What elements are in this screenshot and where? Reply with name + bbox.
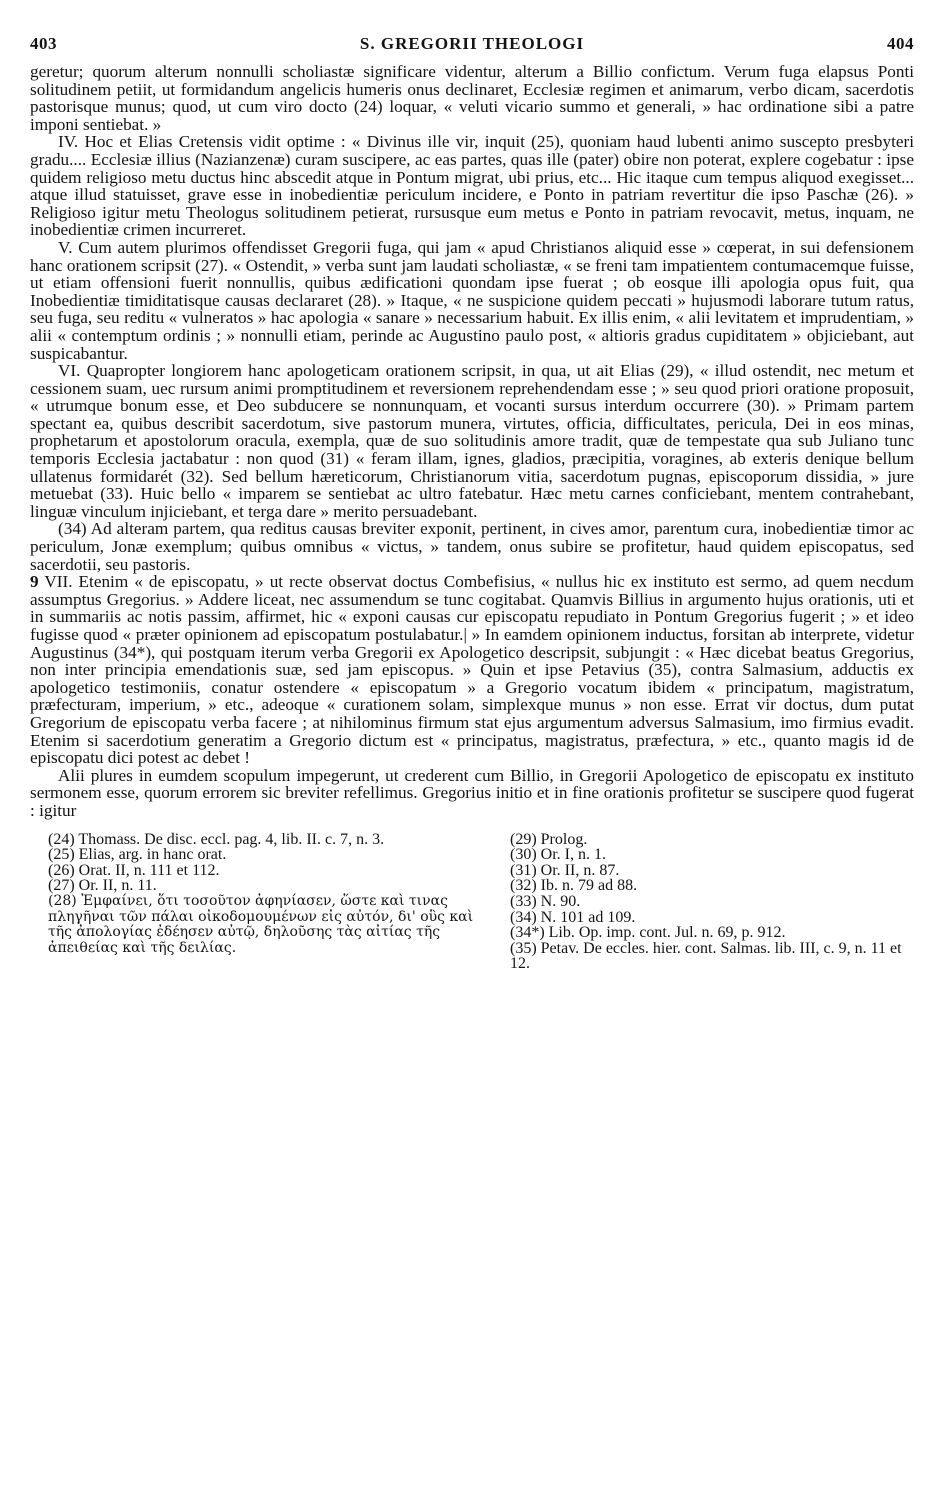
footnote-28: (28) Ἐμφαίνει, ὅτι τοσοῦτον ἀφηνίασεν, ὥστε καὶ τινας πληγῆναι τῶν πάλαι οἰκοδομουμένων εἰς αὐτόν, δι' οὓς καὶ τῆς ἀπολογίας ἐδέησεν αὐτῷ, δηλοῦσης τὰς αἰτίας τῆς ἀπειθείας καὶ τῆς δειλίας. <box>48 892 474 956</box>
footnote-29: (29) Prolog. <box>510 830 588 848</box>
footnotes <box>30 832 914 972</box>
footnote-31: (31) Or. II, n. 87. <box>510 861 620 879</box>
running-head <box>30 34 914 54</box>
running-title: S. GREGORII THEOLOGI <box>359 34 585 53</box>
footnote-30: (30) Or. I, n. 1. <box>510 846 606 864</box>
paragraph-section-iv: IV. Hoc et Elias Cretensis vidit optime : « Divinus ille vir, inquit (25), quoniam haud lubenti animo suscepto presbyteri gradu.... Ecclesiæ illius (Nazianzenæ) curam suscipere, ac eas partes, quas ille (pater) obire non poterat, explere cogebatur : ipse quidem religioso metu ductus hinc abscedit atque in Pontum migrat, ubi prius, etc... Hic itaque cum tempus aliquod exegisset... atque illud statuisset, grave esse in inobedientiæ periculum incidere, e Ponto in patriam revertitur die ipso Paschæ (26). » Religioso igitur metu Theologus solitudinem petierat, rursusque eum metus e Ponto in patriam revocavit, metus, inquam, ne inobedientiæ crimen incurreret. <box>30 132 914 240</box>
footnote-27: (27) Or. II, n. 11. <box>48 877 157 895</box>
paragraph-section-vi-continued: (34) Ad alteram partem, qua reditus causas breviter exponit, pertinent, in cives amor, parentum cura, inobedientiæ timor ac periculum, Jonæ exemplum; quibus omnibus « victus, » tandem, onus subire se profitetur, haud quidem episcopatus, sed sacerdotii, seu pastoris. <box>30 519 914 574</box>
footnote-32: (32) Ib. n. 79 ad 88. <box>510 877 638 895</box>
margin-marker: 9 <box>30 572 39 592</box>
main-text <box>30 63 914 820</box>
paragraph-section-vi: VI. Quapropter longiorem hanc apologeticam orationem scripsit, in qua, ut ait Elias (29), « illud ostendit, nec metum et cessionem suam, uec rursum animi promptitudinem et reversionem reprehendendam esse ; » seu quod priori oratione proposuit, « utrumque bonum esse, et Deo subducere se nonnunquam, et vocanti sursus interdum occurrere (30). » Primam partem spectant ea, quibus describit sacerdotum, sive pastorum munera, virtutes, officia, difficultates, pericula, Dei in eos minas, prophetarum et apostolorum oracula, exempla, quæ de suo solitudinis amore tradit, quæ de tempestate qua sub Juliano tunc temporis Ecclesia jactabatur : non quod (31) « feram illam, ignes, gladios, præcipitia, voragines, ab exteris denique bellum ullatenus formidarét (32). Sed bellum hæreticorum, Christianorum vitia, sacerdotum pugnas, episcoporum dissidia, » jure metuebat (33). Huic bello « imparem se sentiebat ac ultro fatebatur. Hæc metu carnes conficiebant, mentem contrahebant, linguæ vinculum injiciebant, et terga dare » merito persuadebant. <box>30 361 914 521</box>
paragraph-section-v: V. Cum autem plurimos offendisset Gregorii fuga, qui jam « apud Christianos aliquid esse » cœperat, in sui defensionem hanc orationem scripsit (27). « Ostendit, » verba sunt jam laudati scholiastæ, « se freni tam impatientem contumacemque fuisse, ut etiam offensioni fuerit nonnullis, quibus ædificationi quondam ipse fuerat ; ob eosque illi apologia opus fuit, qua Inobedientiæ timiditatisque causas declararet (28). » Itaque, « ne suspicione quidem peccati » hujusmodi laborare tutum ratus, seu fuga, seu reditu « vulneratos » hac apologia « sanare » necessarium habuit. Ex illis enim, « alii levitatem et imprudentiam, » alii « contemptum ordinis ; » nonnulli etiam, perinde ac Augustino paulo post, « altioris gradus cupiditatem » objiciebant, aut suspicabantur. <box>30 237 914 363</box>
paragraph-section-vii-text: VII. Etenim « de episcopatu, » ut recte observat doctus Combefisius, « nullus hic ex instituto est sermo, ad quem necdum assumptus Gregorius. » Addere liceat, nec assumendum se tunc cogitabat. Quamvis Billius in argumento hujus orationis, uti et in summariis ac notis passim, affirmet, hic « exponi causas cur episcopatu repudiato in Pontum Gregorius fugerit ; » et ideo fugisse quod « præter opinionem ad episcopatum postulabatur.| » In eamdem opinionem inductus, forsitan ab interprete, videtur Augustinus (34*), qui postquam iterum verba Gregorii ex Apologetico descripsit, subjungit : « Hæc dicebat beatus Gregorius, non inter principia emendationis suæ, sed jam episcopus. » Quin et ipse Petavius (35), contra Salmasium, adductis ex apologetico testimoniis, conatur ostendere « episcopatum » a Gregorio vocatum ibidem « principatum, magistratum, præfecturam, imperium, » etc., adeoque « curationem solam, simplexque munus » non esse. Errat vir doctus, dum putat Gregorium de episcopatu verba facere ; at nihilominus firmum stat ejus argumentum adversus Salmasium, imo firmius evadit. Etenim si sacerdotium generatim a Gregorio dictum est « principatus, magistratus, præfectura, » etc., quanto magis id de episcopatu dici potest ac debet ! <box>30 572 914 768</box>
paragraph-section-vii <box>30 573 914 767</box>
footnote-26: (26) Orat. II, n. 111 et 112. <box>48 861 220 879</box>
page-number-right: 404 <box>887 34 914 53</box>
footnote-34-star: (34*) Lib. Op. imp. cont. Jul. n. 69, p. 912. <box>510 924 786 942</box>
footnote-24: (24) Thomass. De disc. eccl. pag. 4, lib. II. c. 7, n. 3. <box>48 830 385 848</box>
footnote-25: (25) Elias, arg. in hanc orat. <box>48 846 227 864</box>
footnote-33: (33) N. 90. <box>510 892 581 910</box>
footnotes-left-column <box>30 832 500 972</box>
paragraph-alii-plures: Alii plures in eumdem scopulum impegerunt, ut crederent cum Billio, in Gregorii Apologetico de episcopatu ex instituto sermonem esse, quorum errorem sic breviter refellimus. Gregorius initio et in fine orationis profitetur se suscipere quod fugerat : igitur <box>30 765 914 820</box>
footnote-34: (34) N. 101 ad 109. <box>510 908 636 926</box>
paragraph-continuation: geretur; quorum alterum nonnulli scholiastæ significare videntur, alterum a Billio confictum. Verum fuga elapsus Ponti solitudinem petiit, ut formidandum angelicis humeris onus declinaret, Ecclesiæ regimen et animarum, verbo dicam, sacerdotis pastorisque munus; quod, ut cum viro docto (24) loquar, « veluti vicario summo et generali, » hac ordinatione sibi a patre imponi sentiebat. » <box>30 62 914 134</box>
footnote-35: (35) Petav. De eccles. hier. cont. Salmas. lib. III, c. 9, n. 11 et 12. <box>510 939 902 973</box>
footnotes-right-column <box>500 832 914 972</box>
page-number-left: 403 <box>30 34 57 53</box>
